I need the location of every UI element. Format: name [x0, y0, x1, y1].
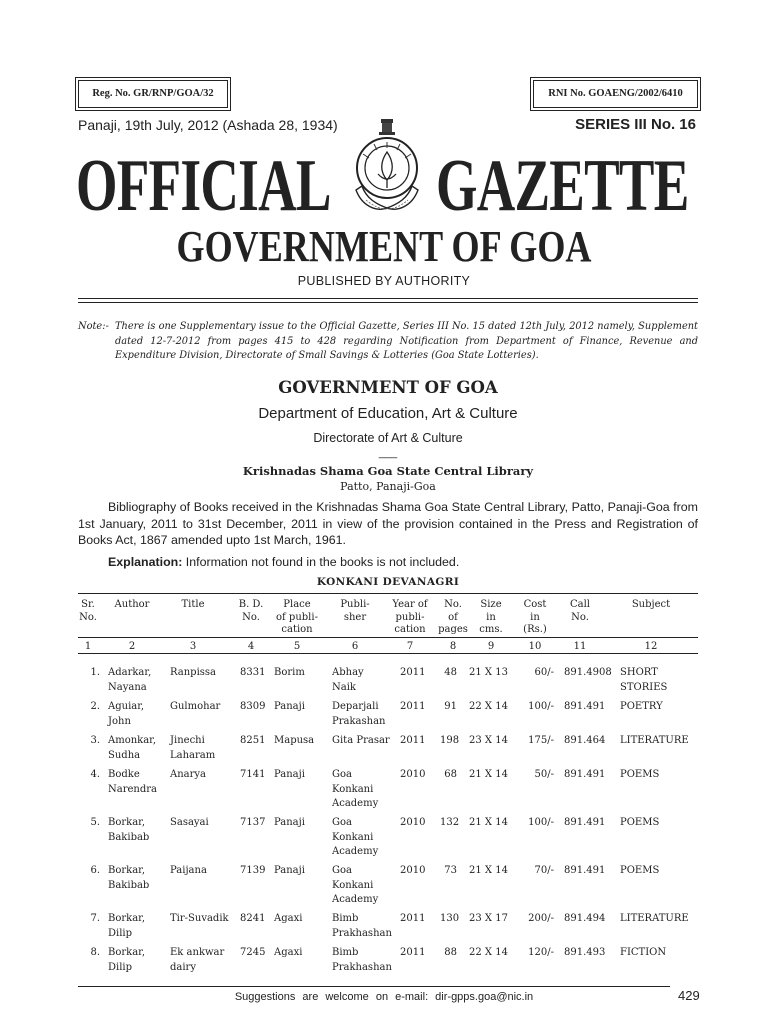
row-call-number: 891.494 [564, 913, 606, 924]
issue-date: Panaji, 19th July, 2012 (Ashada 28, 1934) [78, 117, 338, 133]
row-publisher: Goa [332, 769, 352, 780]
table-column-number: 5 [293, 641, 301, 652]
row-serial: 6. [90, 865, 100, 876]
row-serial: 4. [90, 769, 100, 780]
section-directorate: Directorate of Art & Culture [313, 431, 463, 445]
table-header-cell: sher [343, 611, 367, 623]
table-header-cell: publi- [395, 611, 425, 623]
row-call-number: 891.491 [564, 865, 606, 876]
row-year: 2011 [400, 913, 426, 924]
row-author: Nayana [108, 681, 147, 693]
row-place: Borim [274, 667, 305, 678]
row-pages: 91 [444, 701, 457, 712]
row-call-number: 891.491 [564, 769, 606, 780]
header-rule-top [78, 298, 698, 299]
row-cost: 50/- [534, 769, 554, 780]
row-pages: 73 [444, 865, 457, 876]
page-number: 429 [678, 988, 700, 1003]
row-size: 23 X 14 [469, 735, 508, 746]
row-pages: 132 [440, 817, 460, 828]
table-rule-header [78, 637, 698, 638]
row-publisher: Bimb [332, 913, 359, 924]
row-bd-number: 7139 [240, 865, 266, 876]
table-header-cell: pages [438, 624, 468, 635]
table-header-cell: No. [571, 611, 589, 623]
section-department: Department of Education, Art & Culture [258, 405, 518, 422]
row-year: 2011 [400, 735, 426, 746]
row-title: Laharam [170, 749, 216, 761]
row-call-number: 891.491 [564, 701, 606, 712]
row-call-number: 891.4908 [564, 667, 612, 678]
table-header-cell: No. [79, 611, 97, 623]
row-call-number: 891.464 [564, 735, 606, 746]
row-cost: 200/- [528, 913, 554, 924]
row-publisher: Abhay [332, 667, 364, 678]
row-publisher: Deparjali [332, 701, 379, 712]
row-serial: 1. [90, 667, 100, 678]
table-header-cell: Title [181, 599, 205, 610]
row-subject: POETRY [620, 701, 663, 712]
row-author: John [108, 715, 131, 727]
goa-emblem-icon [342, 116, 432, 226]
row-serial: 8. [90, 947, 100, 958]
table-header-cell: Author [114, 599, 150, 610]
row-publisher: Prakhashan [332, 927, 392, 939]
row-pages: 198 [440, 735, 460, 746]
row-publisher: Prakhashan [332, 961, 392, 973]
government-title-text: GOVERNMENT OF GOA [176, 222, 592, 271]
row-cost: 70/- [534, 865, 554, 876]
row-bd-number: 7245 [240, 947, 266, 958]
table-header-cell: cation [394, 624, 426, 635]
row-publisher: Bimb [332, 947, 359, 958]
table-column-number: 6 [351, 641, 359, 652]
series-number: SERIES III No. 16 [575, 116, 696, 133]
row-size: 21 X 14 [469, 817, 508, 828]
row-subject: LITERATURE [620, 735, 689, 746]
row-subject: LITERATURE [620, 913, 689, 924]
row-place: Mapusa [274, 735, 315, 746]
row-author: Bodke [108, 769, 140, 780]
row-year: 2010 [400, 817, 426, 828]
table-header-cell: Place [283, 599, 311, 610]
row-bd-number: 8331 [240, 667, 266, 678]
row-size: 21 X 14 [469, 769, 508, 780]
row-cost: 100/- [528, 701, 554, 712]
table-column-number: 11 [573, 641, 587, 652]
row-call-number: 891.491 [564, 817, 606, 828]
row-size: 22 X 14 [469, 947, 508, 958]
row-publisher: Prakashan [332, 715, 386, 727]
row-place: Panaji [274, 817, 305, 828]
table-header-cell: cms. [479, 624, 503, 635]
explanation [108, 555, 459, 569]
row-title: dairy [170, 961, 196, 973]
table-header-cell: B. D. [238, 599, 264, 610]
footer-rule [78, 986, 670, 987]
row-author: Aguiar, [108, 701, 145, 712]
supplement-note [78, 320, 698, 364]
row-publisher: Goa [332, 865, 352, 876]
row-author: Bakibab [108, 879, 150, 891]
row-subject: POEMS [620, 769, 660, 780]
row-pages: 130 [440, 913, 460, 924]
table-column-number: 10 [528, 641, 542, 652]
row-bd-number: 7137 [240, 817, 266, 828]
table-header-cell: Call [569, 599, 590, 610]
row-serial: 5. [90, 817, 100, 828]
row-author: Borkar, [108, 865, 146, 876]
row-author: Borkar, [108, 817, 146, 828]
row-year: 2011 [400, 701, 426, 712]
registration-number-box: Reg. No. GR/RNP/GOA/32 [78, 80, 228, 108]
row-author: Adarkar, [108, 667, 152, 678]
row-author: Bakibab [108, 831, 150, 843]
table-header-cell: in [486, 611, 496, 623]
row-year: 2011 [400, 947, 426, 958]
row-cost: 120/- [528, 947, 554, 958]
table-rule-top [78, 593, 698, 594]
row-subject: STORIES [620, 681, 668, 693]
row-title: Sasayai [170, 817, 209, 828]
row-serial: 7. [90, 913, 100, 924]
row-author: Dilip [108, 961, 133, 973]
row-year: 2011 [400, 667, 426, 678]
row-size: 23 X 17 [469, 913, 508, 924]
explanation-text: Information not found in the books is not included. [182, 555, 460, 569]
table-header-cell: No. [242, 611, 260, 623]
row-pages: 68 [444, 769, 457, 780]
row-year: 2010 [400, 865, 426, 876]
row-publisher: Academy [332, 846, 379, 857]
masthead-official: OFFICIAL [76, 145, 331, 227]
row-call-number: 891.493 [564, 947, 606, 958]
row-publisher: Academy [332, 798, 379, 809]
table-header-cell: Publi- [340, 599, 370, 610]
section-separator: ___ [378, 447, 398, 459]
table-column-number: 7 [406, 641, 414, 652]
table-header-cell: Subject [631, 599, 671, 610]
table-header-cell: Cost [523, 599, 547, 610]
row-subject: SHORT [620, 667, 658, 678]
row-author: Borkar, [108, 947, 146, 958]
row-place: Panaji [274, 865, 305, 876]
row-bd-number: 8251 [240, 735, 266, 746]
row-place: Panaji [274, 701, 305, 712]
row-title: Tir-Suvadik [170, 913, 229, 924]
row-cost: 100/- [528, 817, 554, 828]
row-size: 21 X 14 [469, 865, 508, 876]
section-government: GOVERNMENT OF GOA [278, 378, 498, 397]
row-title: Gulmohar [170, 701, 221, 712]
table-header-cell: No. [444, 599, 462, 610]
section-location: Patto, Panaji-Goa [340, 480, 436, 493]
table-column-number: 12 [644, 641, 658, 652]
row-subject: POEMS [620, 865, 660, 876]
row-pages: 88 [444, 947, 457, 958]
table-column-number: 4 [247, 641, 255, 652]
explanation-label: Explanation: [108, 555, 183, 569]
table-header-cell: in [530, 611, 540, 623]
note-text: There is one Supplementary issue to the Official Gazette, Series III No. 15 dated 12th July, 2012 namely, Supplement dated 12-7-2012 from pages 415 to 428 regarding Notification from Department of Finance, Revenue and Expenditure Division, Directorate of Small Savings & Lotteries (Goa State Lotteries). [115, 321, 698, 361]
masthead-gazette: GAZETTE [436, 145, 689, 227]
row-title: Ranpissa [170, 667, 216, 678]
row-author: Dilip [108, 927, 133, 939]
table-header-cell: (Rs.) [523, 624, 547, 635]
row-publisher: Naik [332, 681, 356, 693]
table-column-number: 3 [189, 641, 197, 652]
row-author: Narendra [108, 783, 157, 795]
row-author: Borkar, [108, 913, 146, 924]
row-pages: 48 [444, 667, 457, 678]
row-publisher: Konkani [332, 831, 374, 843]
row-place: Agaxi [274, 947, 303, 958]
note-label: Note:- [78, 321, 109, 332]
row-year: 2010 [400, 769, 426, 780]
row-author: Sudha [108, 749, 141, 761]
row-serial: 3. [90, 735, 100, 746]
table-column-number: 8 [449, 641, 457, 652]
table-header-cell: of publi- [276, 611, 318, 623]
table-rule-numbers [78, 653, 698, 654]
row-publisher: Goa [332, 817, 352, 828]
row-place: Panaji [274, 769, 305, 780]
intro-paragraph: Bibliography of Books received in the Krishnadas Shama Goa State Central Library, Patto, Panaji-Goa from 1st January, 2011 to 31st December, 2011 in view of the provision contained in the Press and Registration of Books Act, 1867 amended upto 1st March, 1961. [78, 500, 698, 547]
government-title [0, 222, 768, 272]
row-author: Amonkar, [108, 735, 157, 746]
row-title: Jinechi [170, 735, 205, 746]
footer-suggestions: Suggestions are welcome on e-mail: dir-gpps.goa@nic.in [234, 991, 534, 1003]
row-publisher: Academy [332, 894, 379, 905]
published-by-authority: PUBLISHED BY AUTHORITY [297, 274, 471, 288]
table-header-cell: Year of [392, 599, 428, 610]
row-title: Ek ankwar [170, 947, 225, 958]
row-size: 21 X 13 [469, 667, 508, 678]
table-header-cell: Sr. [81, 599, 95, 610]
row-size: 22 X 14 [469, 701, 508, 712]
rni-number-box: RNI No. GOAENG/2002/6410 [533, 80, 698, 108]
header-rule-bottom [78, 302, 698, 303]
row-bd-number: 8309 [240, 701, 266, 712]
section-library: Krishnadas Shama Goa State Central Library [242, 464, 534, 478]
table-header-cell: of [448, 611, 458, 623]
table-column-number: 1 [84, 641, 92, 652]
row-publisher: Konkani [332, 783, 374, 795]
table-column-number: 9 [487, 641, 495, 652]
row-subject: FICTION [620, 947, 667, 958]
row-title: Paijana [170, 865, 207, 876]
row-publisher: Gita Prasar [332, 735, 390, 746]
row-place: Agaxi [274, 913, 303, 924]
row-bd-number: 8241 [240, 913, 266, 924]
row-bd-number: 7141 [240, 769, 266, 780]
row-subject: POEMS [620, 817, 660, 828]
table-column-number: 2 [128, 641, 136, 652]
table-caption: KONKANI DEVANAGRI [316, 576, 460, 588]
row-title: Anarya [170, 769, 207, 780]
table-header-cell: Size [480, 599, 502, 610]
row-cost: 60/- [534, 667, 554, 678]
row-cost: 175/- [528, 735, 554, 746]
table-header-cell: cation [281, 624, 313, 635]
row-serial: 2. [90, 701, 100, 712]
row-publisher: Konkani [332, 879, 374, 891]
